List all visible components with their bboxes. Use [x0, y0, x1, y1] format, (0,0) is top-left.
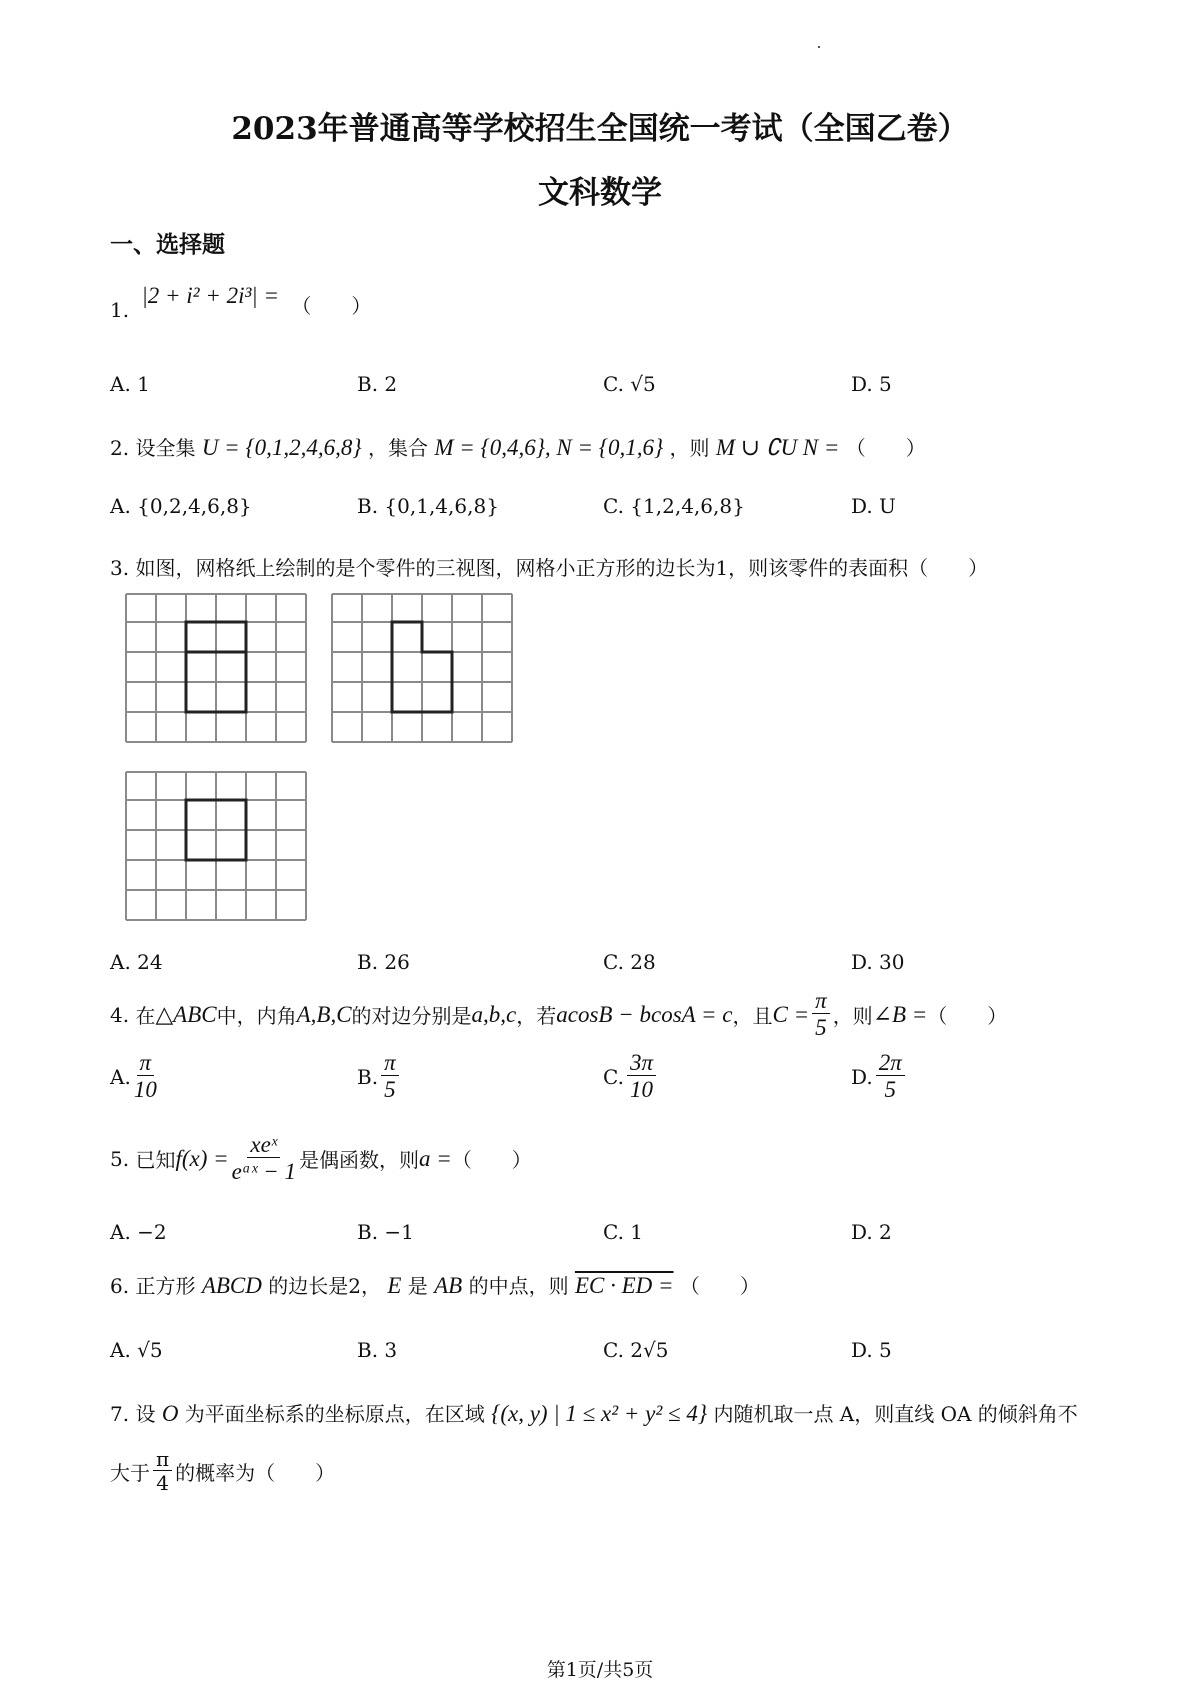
question-2	[110, 432, 926, 461]
question-text: ，则	[832, 1004, 873, 1029]
option-d: D. U	[851, 494, 896, 518]
question-text: 设	[135, 1402, 156, 1426]
math-expression: E	[387, 1273, 402, 1298]
math-expression: AB	[434, 1273, 463, 1298]
fraction-denominator: 5	[884, 1077, 896, 1103]
option-d: D. 5	[851, 372, 892, 396]
top-view-figure	[122, 768, 310, 926]
question-text: 在	[135, 1004, 156, 1029]
page-footer: 第1页/共5页	[546, 1659, 654, 1681]
fraction-denominator: 10	[133, 1077, 157, 1103]
question-7	[110, 1398, 1078, 1427]
math-expression: ∠B =	[872, 1001, 928, 1027]
math-expression: a =	[419, 1145, 452, 1171]
section-heading: 一、选择题	[110, 231, 225, 258]
option-b: B. 2	[357, 372, 398, 396]
fraction	[134, 1050, 157, 1104]
question-text: ，则	[669, 436, 710, 460]
math-expression: O	[161, 1401, 179, 1426]
fraction-numerator: π	[381, 1050, 399, 1076]
option-b	[357, 1050, 402, 1104]
side-view-figure	[328, 590, 516, 748]
answer-blank: （ ）	[927, 1004, 1008, 1029]
question-text: 是偶函数，则	[299, 1148, 420, 1173]
question-text: ，集合	[367, 436, 428, 460]
option-label: D.	[851, 1064, 873, 1089]
math-expression: M = {0,4,6}, N = {0,1,6}	[434, 435, 664, 460]
question-text: 的边长是2，	[268, 1274, 381, 1298]
option-label: B.	[357, 1064, 379, 1089]
option-label: A.	[110, 1064, 131, 1089]
speck	[818, 46, 820, 48]
option-a	[110, 1050, 160, 1104]
fraction-numerator: 3π	[627, 1050, 656, 1076]
option-b: B. 3	[357, 1338, 398, 1362]
question-1	[110, 283, 372, 323]
question-number: 5.	[110, 1146, 130, 1171]
question-number: 6.	[110, 1274, 130, 1298]
fraction	[876, 1050, 905, 1104]
fraction-numerator: π	[137, 1050, 155, 1076]
exam-subject: 文科数学	[538, 175, 662, 211]
question-number: 7.	[110, 1402, 130, 1426]
question-text: 的中点，则	[468, 1274, 569, 1298]
exam-title: 2023年普通高等学校招生全国统一考试（全国乙卷）	[231, 111, 969, 147]
option-a: A. 24	[110, 950, 163, 974]
question-number: 3.	[110, 556, 130, 580]
question-text: 的概率为（ ）	[175, 1461, 336, 1485]
math-expression: U = {0,1,2,4,6,8}	[201, 435, 362, 460]
fraction	[812, 988, 830, 1042]
question-text: 是	[407, 1274, 428, 1298]
option-a: A. −2	[110, 1220, 167, 1244]
fraction-denominator: 10	[629, 1077, 653, 1103]
answer-blank: （ ）	[291, 294, 372, 318]
answer-blank: （ ）	[679, 1274, 760, 1298]
math-expression: acosB − bcosA = c	[556, 1001, 733, 1027]
fraction-numerator: π	[812, 988, 830, 1014]
math-expression: ABCD	[201, 1273, 262, 1298]
option-a: A. {0,2,4,6,8}	[110, 494, 252, 518]
question-text: ，若	[516, 1004, 557, 1029]
question-text: 设全集	[135, 436, 196, 460]
question-text: 为平面坐标系的坐标原点，在区域	[184, 1402, 485, 1426]
fraction	[381, 1050, 399, 1104]
option-b: B. {0,1,4,6,8}	[357, 494, 499, 518]
fraction-numerator: xeˣ	[247, 1132, 280, 1158]
option-c: C. 1	[603, 1220, 644, 1244]
option-c: C. 2√5	[603, 1338, 669, 1362]
options-q4	[0, 1050, 1200, 1110]
question-number: 4.	[110, 1002, 130, 1027]
question-3	[110, 552, 988, 581]
math-expression: {(x, y) | 1 ≤ x² + y² ≤ 4}	[491, 1401, 708, 1426]
question-number: 1.	[110, 298, 130, 322]
math-expression: a,b,c	[471, 1001, 517, 1027]
question-text: ，且	[732, 1004, 773, 1029]
math-expression: A,B,C	[296, 1001, 352, 1027]
math-expression: C =	[772, 1001, 810, 1027]
option-d: D. 2	[851, 1220, 892, 1244]
option-c	[603, 1050, 659, 1104]
front-view-figure	[122, 590, 310, 748]
answer-blank: （ ）	[451, 1148, 532, 1173]
option-d: D. 5	[851, 1338, 892, 1362]
vector-expression: EC · ED =	[574, 1273, 674, 1298]
option-c: C. √5	[603, 372, 656, 396]
fraction-denominator: eᵃˣ − 1	[231, 1159, 297, 1185]
fraction-denominator: 5	[384, 1077, 396, 1103]
question-number: 2.	[110, 436, 130, 460]
question-5	[110, 1132, 532, 1186]
question-text: 中，内角	[216, 1004, 297, 1029]
option-d	[851, 1050, 908, 1104]
option-c: C. 28	[603, 950, 656, 974]
option-d: D. 30	[851, 950, 905, 974]
option-c: C. {1,2,4,6,8}	[603, 494, 745, 518]
option-label: C.	[603, 1064, 624, 1089]
question-text: 大于	[110, 1461, 150, 1485]
question-text: 的对边分别是	[351, 1004, 472, 1029]
fraction	[232, 1132, 296, 1186]
math-expression: M ∪ ∁U N =	[715, 435, 840, 460]
question-text: 如图，网格纸上绘制的是个零件的三视图，网格小正方形的边长为1，则该零件的表面积（ ）	[135, 556, 989, 580]
question-4	[110, 988, 1007, 1042]
fraction-denominator: 4	[156, 1471, 169, 1495]
option-b: B. 26	[357, 950, 410, 974]
question-text: 内随机取一点 A，则直线 OA 的倾斜角不	[713, 1402, 1078, 1426]
option-a: A. √5	[110, 1338, 163, 1362]
math-expression: |2 + i² + 2i³| =	[141, 283, 279, 308]
answer-blank: （ ）	[845, 436, 926, 460]
question-text: 已知	[135, 1148, 176, 1173]
question-6	[110, 1270, 760, 1299]
math-expression: △ABC	[155, 1001, 217, 1027]
question-text: 正方形	[135, 1274, 196, 1298]
option-a: A. 1	[110, 372, 150, 396]
fraction	[627, 1050, 656, 1104]
math-expression: f(x) =	[175, 1145, 229, 1171]
fraction	[153, 1448, 172, 1495]
fraction-numerator: 2π	[876, 1050, 905, 1076]
question-7-line-2	[110, 1448, 335, 1495]
option-b: B. −1	[357, 1220, 414, 1244]
fraction-denominator: 5	[815, 1015, 827, 1041]
fraction-numerator: π	[153, 1448, 172, 1471]
